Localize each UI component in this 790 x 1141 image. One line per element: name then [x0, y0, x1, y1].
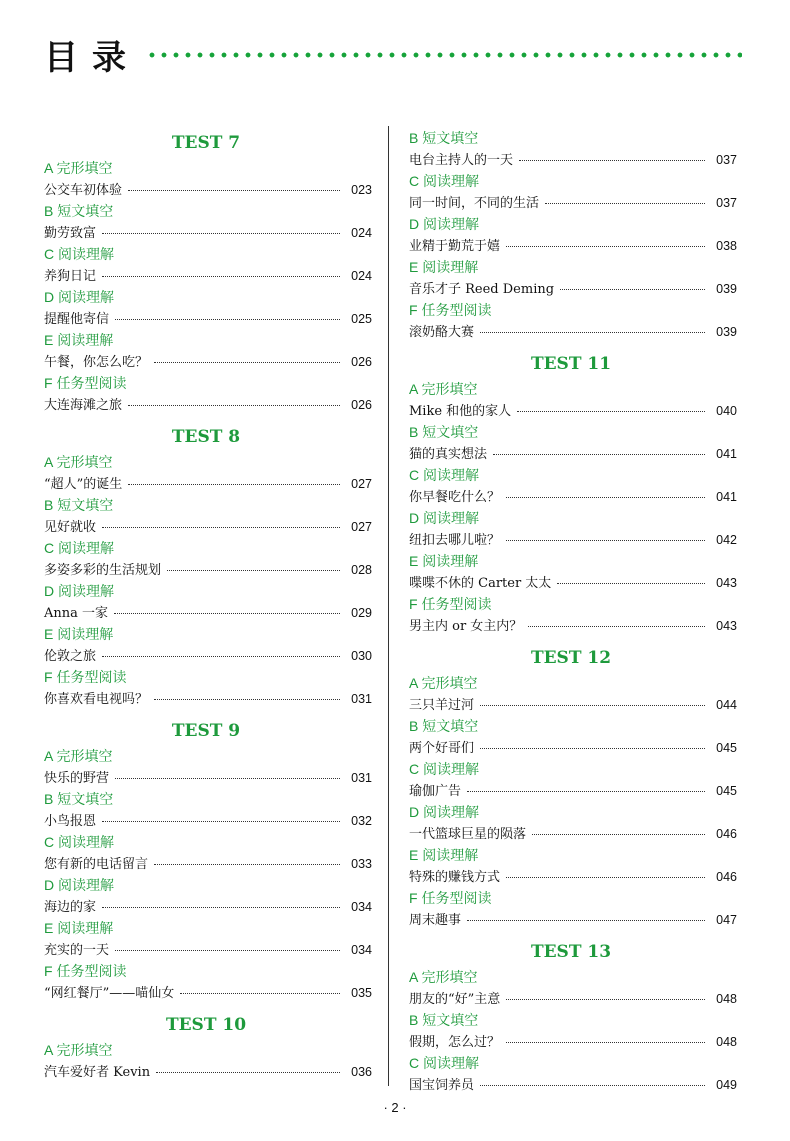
entry-page-number: 049 — [716, 1078, 737, 1092]
toc-entry[interactable] — [40, 688, 372, 710]
entry-title: Anna 一家 — [44, 606, 109, 621]
entry-title: 国宝饲养员 — [409, 1078, 475, 1093]
section-category: A 完形填空 — [44, 748, 113, 764]
section-category: E 阅读理解 — [44, 626, 114, 642]
toc-entry[interactable] — [405, 572, 737, 594]
entry-title: 两个好哥们 — [409, 741, 475, 756]
entry-page-number: 043 — [716, 576, 737, 590]
dot-leader — [506, 998, 705, 1000]
entry-page-number: 035 — [351, 986, 372, 1000]
entry-title: 伦敦之旅 — [44, 649, 97, 664]
section-category: F 任务型阅读 — [409, 302, 492, 318]
dot-leader — [102, 820, 340, 822]
entry-page-number: 046 — [716, 870, 737, 884]
toc-entry[interactable] — [40, 351, 372, 373]
dot-leader — [154, 361, 340, 363]
entry-title: “超人”的诞生 — [44, 477, 123, 492]
dot-leader — [115, 949, 340, 951]
toc-entry[interactable] — [40, 559, 372, 581]
entry-page-number: 028 — [351, 563, 372, 577]
dot-leader — [517, 410, 705, 412]
dot-leader — [557, 582, 705, 584]
dot-leader — [102, 275, 340, 277]
entry-page-number: 037 — [716, 196, 737, 210]
toc-entry[interactable] — [40, 265, 372, 287]
entry-title: 充实的一天 — [44, 943, 110, 958]
section-category: D 阅读理解 — [44, 877, 114, 893]
toc-entry[interactable] — [40, 810, 372, 832]
toc-entry[interactable] — [40, 222, 372, 244]
dot-leader — [506, 245, 705, 247]
section-category: A 完形填空 — [44, 454, 113, 470]
section-category: E 阅读理解 — [409, 259, 479, 275]
entry-title: 午餐，你怎么吃？ — [44, 355, 149, 370]
entry-page-number: 032 — [351, 814, 372, 828]
dot-leader — [102, 526, 340, 528]
section-category: F 任务型阅读 — [409, 890, 492, 906]
dot-leader — [115, 777, 340, 779]
entry-title: 海边的家 — [44, 900, 97, 915]
entry-page-number: 043 — [716, 619, 737, 633]
toc-entry[interactable] — [40, 308, 372, 330]
dot-leader — [115, 318, 340, 320]
toc-column-left — [40, 128, 372, 1083]
section-category: D 阅读理解 — [409, 510, 479, 526]
entry-title: 业精于勤荒于嬉 — [409, 239, 501, 254]
toc-entry[interactable] — [405, 1031, 737, 1053]
test-heading: TEST 10 — [165, 1015, 247, 1035]
entry-page-number: 024 — [351, 269, 372, 283]
entry-page-number: 026 — [351, 355, 372, 369]
header-dot-rule — [146, 52, 742, 58]
section-category: A 完形填空 — [409, 381, 478, 397]
toc-entry[interactable] — [40, 853, 372, 875]
entry-title: “网红餐厅”——喵仙女 — [44, 986, 175, 1001]
page-number: · 2 · — [383, 1100, 407, 1115]
test-heading: TEST 8 — [171, 427, 241, 447]
entry-title: 勤劳致富 — [44, 226, 97, 241]
entry-title: 多姿多彩的生活规划 — [44, 563, 162, 578]
section-category: F 任务型阅读 — [44, 963, 127, 979]
dot-leader — [154, 863, 340, 865]
entry-page-number: 031 — [351, 692, 372, 706]
toc-entry[interactable] — [405, 486, 737, 508]
entry-title: 小鸟报恩 — [44, 814, 97, 829]
section-category: C 阅读理解 — [409, 761, 479, 777]
entry-title: 猫的真实想法 — [409, 447, 488, 462]
toc-entry[interactable] — [40, 179, 372, 201]
entry-title: 您有新的电话留言 — [44, 857, 149, 872]
dot-leader — [528, 625, 705, 627]
entry-page-number: 031 — [351, 771, 372, 785]
toc-entry[interactable] — [40, 473, 372, 495]
entry-page-number: 044 — [716, 698, 737, 712]
dot-leader — [102, 655, 340, 657]
entry-page-number: 048 — [716, 1035, 737, 1049]
toc-entry[interactable] — [405, 823, 737, 845]
entry-title: 朋友的“好”主意 — [409, 992, 501, 1007]
section-category: F 任务型阅读 — [44, 375, 127, 391]
entry-page-number: 027 — [351, 477, 372, 491]
toc-entry[interactable] — [405, 321, 737, 343]
entry-title: 大连海滩之旅 — [44, 398, 123, 413]
dot-leader — [128, 189, 340, 191]
dot-leader — [493, 453, 705, 455]
entry-page-number: 045 — [716, 784, 737, 798]
entry-title: 三只羊过河 — [409, 698, 475, 713]
toc-entry[interactable] — [405, 278, 737, 300]
dot-leader — [154, 698, 340, 700]
section-category: B 短文填空 — [409, 130, 479, 146]
toc-entry[interactable] — [405, 694, 737, 716]
entry-page-number: 034 — [351, 900, 372, 914]
toc-entry[interactable] — [405, 780, 737, 802]
entry-page-number: 025 — [351, 312, 372, 326]
dot-leader — [506, 876, 705, 878]
section-category: C 阅读理解 — [409, 1055, 479, 1071]
section-category: D 阅读理解 — [44, 583, 114, 599]
entry-page-number: 036 — [351, 1065, 372, 1079]
section-category: B 短文填空 — [44, 791, 114, 807]
toc-entry[interactable] — [40, 982, 372, 1004]
dot-leader — [506, 1041, 705, 1043]
entry-page-number: 048 — [716, 992, 737, 1006]
section-category: A 完形填空 — [44, 1042, 113, 1058]
test-heading: TEST 12 — [530, 648, 612, 668]
toc-entry[interactable] — [40, 645, 372, 667]
toc-header — [44, 30, 744, 78]
column-divider — [388, 126, 389, 1086]
toc-entry[interactable] — [40, 394, 372, 416]
toc-entry[interactable] — [405, 149, 737, 171]
entry-page-number: 034 — [351, 943, 372, 957]
dot-leader — [480, 704, 705, 706]
entry-title: 汽车爱好者 Kevin — [44, 1065, 151, 1080]
toc-entry[interactable] — [405, 866, 737, 888]
dot-leader — [156, 1071, 340, 1073]
toc-entry[interactable] — [405, 529, 737, 551]
section-category: D 阅读理解 — [44, 289, 114, 305]
dot-leader — [532, 833, 705, 835]
section-category: D 阅读理解 — [409, 804, 479, 820]
dot-leader — [506, 539, 705, 541]
entry-page-number: 039 — [716, 282, 737, 296]
toc-entry[interactable] — [405, 615, 737, 637]
entry-title: 周末趣事 — [409, 913, 462, 928]
section-category: E 阅读理解 — [44, 920, 114, 936]
test-heading: TEST 11 — [530, 354, 612, 374]
section-category: A 完形填空 — [409, 675, 478, 691]
section-category: B 短文填空 — [409, 424, 479, 440]
entry-page-number: 037 — [716, 153, 737, 167]
entry-page-number: 046 — [716, 827, 737, 841]
section-category: C 阅读理解 — [44, 834, 114, 850]
section-category: E 阅读理解 — [409, 847, 479, 863]
dot-leader — [167, 569, 340, 571]
toc-entry[interactable] — [405, 192, 737, 214]
entry-title: 假期，怎么过？ — [409, 1035, 501, 1050]
section-category: B 短文填空 — [44, 497, 114, 513]
toc-entry[interactable] — [40, 1061, 372, 1083]
entry-page-number: 038 — [716, 239, 737, 253]
section-category: D 阅读理解 — [409, 216, 479, 232]
entry-title: 你早餐吃什么？ — [409, 490, 501, 505]
entry-page-number: 041 — [716, 490, 737, 504]
toc-entry[interactable] — [40, 939, 372, 961]
dot-leader — [180, 992, 340, 994]
entry-title: 提醒他寄信 — [44, 312, 110, 327]
toc-column-right — [405, 128, 737, 1096]
dot-leader — [128, 404, 340, 406]
dot-leader — [102, 906, 340, 908]
entry-page-number: 027 — [351, 520, 372, 534]
section-category: B 短文填空 — [409, 1012, 479, 1028]
dot-leader — [102, 232, 340, 234]
dot-leader — [519, 159, 705, 161]
entry-title: 养狗日记 — [44, 269, 97, 284]
section-category: A 完形填空 — [44, 160, 113, 176]
entry-title: 纽扣去哪儿啦？ — [409, 533, 501, 548]
entry-page-number: 040 — [716, 404, 737, 418]
entry-page-number: 023 — [351, 183, 372, 197]
entry-title: 公交车初体验 — [44, 183, 123, 198]
entry-title: 滚奶酪大赛 — [409, 325, 475, 340]
entry-page-number: 042 — [716, 533, 737, 547]
toc-entry[interactable] — [405, 1074, 737, 1096]
section-category: E 阅读理解 — [409, 553, 479, 569]
entry-title: 瑜伽广告 — [409, 784, 462, 799]
entry-title: 喋喋不休的 Carter 太太 — [409, 576, 552, 591]
toc-entry[interactable] — [40, 896, 372, 918]
entry-title: 音乐才子 Reed Deming — [409, 282, 555, 297]
section-category: F 任务型阅读 — [44, 669, 127, 685]
toc-entry[interactable] — [405, 988, 737, 1010]
entry-page-number: 030 — [351, 649, 372, 663]
toc-entry[interactable] — [405, 235, 737, 257]
dot-leader — [480, 331, 705, 333]
section-category: C 阅读理解 — [44, 540, 114, 556]
entry-title: 特殊的赚钱方式 — [409, 870, 501, 885]
toc-entry[interactable] — [40, 516, 372, 538]
section-category: C 阅读理解 — [44, 246, 114, 262]
section-category: C 阅读理解 — [409, 173, 479, 189]
toc-entry[interactable] — [405, 737, 737, 759]
entry-title: 见好就收 — [44, 520, 97, 535]
entry-page-number: 024 — [351, 226, 372, 240]
dot-leader — [506, 496, 705, 498]
entry-page-number: 026 — [351, 398, 372, 412]
entry-title: Mike 和他的家人 — [409, 404, 512, 419]
dot-leader — [480, 1084, 705, 1086]
toc-entry[interactable] — [40, 602, 372, 624]
entry-title: 同一时间，不同的生活 — [409, 196, 540, 211]
entry-title: 一代篮球巨星的陨落 — [409, 827, 527, 842]
section-category: F 任务型阅读 — [409, 596, 492, 612]
test-heading: TEST 13 — [530, 942, 612, 962]
entry-title: 快乐的野营 — [44, 771, 110, 786]
entry-page-number: 039 — [716, 325, 737, 339]
dot-leader — [467, 790, 705, 792]
dot-leader — [467, 919, 705, 921]
dot-leader — [114, 612, 340, 614]
toc-entry[interactable] — [40, 767, 372, 789]
section-category: C 阅读理解 — [409, 467, 479, 483]
entry-page-number: 041 — [716, 447, 737, 461]
entry-page-number: 033 — [351, 857, 372, 871]
dot-leader — [545, 202, 705, 204]
toc-entry[interactable] — [405, 909, 737, 931]
dot-leader — [480, 747, 705, 749]
dot-leader — [128, 483, 340, 485]
page-title: 目录 — [44, 38, 140, 78]
section-category: A 完形填空 — [409, 969, 478, 985]
entry-title: 你喜欢看电视吗？ — [44, 692, 149, 707]
entry-page-number: 047 — [716, 913, 737, 927]
entry-page-number: 045 — [716, 741, 737, 755]
section-category: E 阅读理解 — [44, 332, 114, 348]
entry-page-number: 029 — [351, 606, 372, 620]
toc-entry[interactable] — [405, 400, 737, 422]
test-heading: TEST 7 — [171, 133, 241, 153]
dot-leader — [560, 288, 705, 290]
test-heading: TEST 9 — [171, 721, 241, 741]
toc-entry[interactable] — [405, 443, 737, 465]
entry-title: 男主内 or 女主内？ — [409, 619, 523, 634]
entry-title: 电台主持人的一天 — [409, 153, 514, 168]
section-category: B 短文填空 — [409, 718, 479, 734]
section-category: B 短文填空 — [44, 203, 114, 219]
